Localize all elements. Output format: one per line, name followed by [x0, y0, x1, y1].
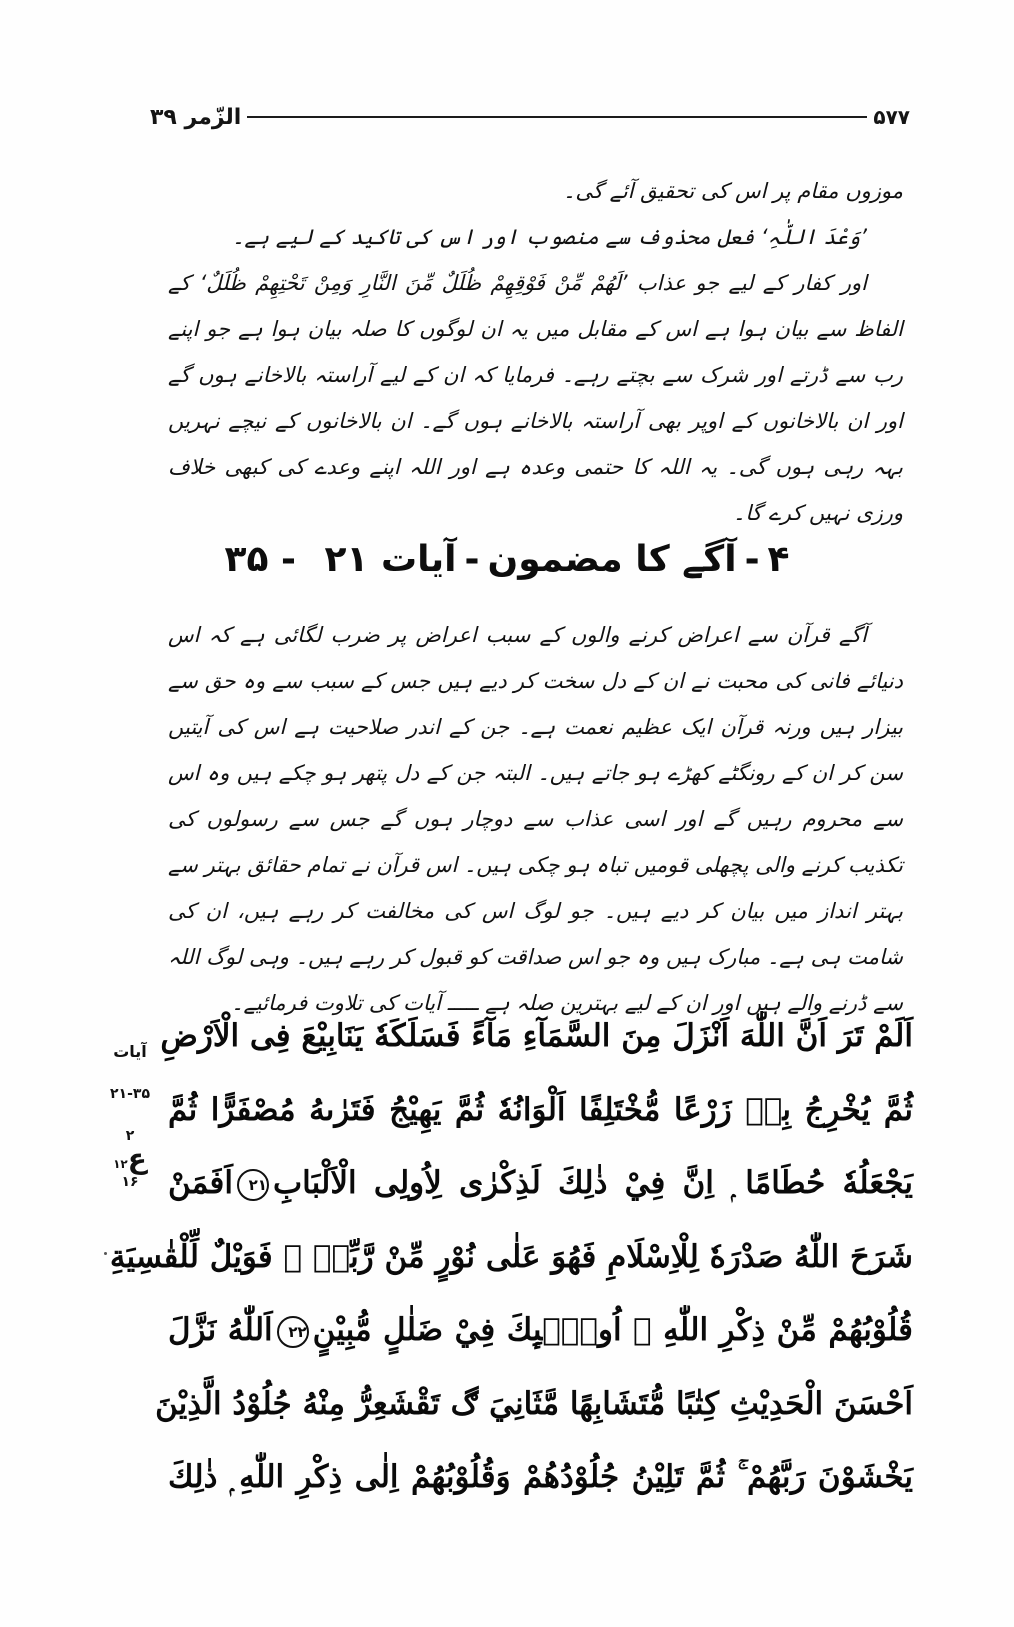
section-range: ۲۱ - ۳۵ — [224, 539, 369, 580]
surah-label: الزّمر ۳۹ — [150, 104, 242, 130]
verse-line: اَلَمْ تَرَ اَنَّ اللّٰهَ اَنْزَلَ مِنَ السَّمَآءِ مَآءً فَسَلَكَهٗ يَنَابِيْعَ فِى الْاَرْضِ — [160, 1018, 913, 1054]
running-header — [150, 100, 910, 134]
section-separator: - — [744, 539, 760, 580]
commentary-section — [168, 612, 903, 1026]
ayah-number-icon: ۲۲ — [277, 1316, 309, 1348]
verse-line: اَحْسَنَ الْحَدِيْثِ كِتٰبًا مُّتَشَابِهًا مَّثَانِيَ ڰ تَقْشَعِرُّ مِنْهُ جُلُوْدُ الَّذِيْنَ — [155, 1385, 913, 1422]
verse-text: قُلُوْبُهُمْ مِّنْ ذِكْرِ اللّٰهِ ۭ اُولٰۗىِٕكَ فِيْ ضَلٰلٍ مُّبِيْنٍ — [312, 1312, 913, 1348]
commentary-line: موزوں مقام پر اس کی تحقیق آئے گی۔ — [563, 179, 903, 203]
ayah-number-icon: ۲۱ — [237, 1169, 269, 1201]
ruku-marker — [100, 1128, 160, 1190]
verse-line: يَخْشَوْنَ رَبَّهُمْ ۚ ثُمَّ تَلِيْنُ جُلُوْدُهُمْ وَقُلُوْبُهُمْ اِلٰى ذِكْرِ اللّٰهِ ۭ ذٰلِكَ — [168, 1459, 913, 1495]
ruku-verse-count: ۱۶ — [121, 1174, 139, 1190]
section-number: ۴ — [767, 539, 790, 580]
commentary-line: ’وَعْدَ اللّٰہِ‘ فعل محذوف سے منصوب اور اس کی تاکید کے لیے ہے۔ — [232, 225, 867, 249]
verse-line: ثُمَّ يُخْرِجُ بِهٖ زَرْعًا مُّخْتَلِفًا اَلْوَانُهٗ ثُمَّ يَهِيْجُ فَتَرٰىهُ مُصْفَرًّا ثُمَّ — [168, 1091, 913, 1128]
verse-text: اَفَمَنْ — [168, 1165, 233, 1201]
section-heading — [0, 530, 1014, 590]
page-number: ۵۷۷ — [873, 105, 910, 129]
margin-ayat-range: ۲۱-۳۵ — [110, 1086, 150, 1102]
verse-line — [168, 1147, 913, 1221]
verse-line — [168, 1294, 913, 1368]
scan-speck — [104, 1252, 107, 1255]
section-separator: - — [464, 539, 480, 580]
ruku-icon: ع — [127, 1142, 147, 1175]
ruku-section-number: ۱۲ — [113, 1156, 128, 1171]
header-rule — [247, 116, 867, 118]
commentary-paragraph: اور کفار کے لیے جو عذاب ’لَھُمْ مِّنْ فَوْقِھِمْ ظُلَلٌ مِّنَ النَّارِ وَمِنْ تَحْتِھِمْ ظُلَلٌ‘ کے الفاظ سے بیان ہوا ہے اس کے مقابل میں یہ ان لوگوں کا صلہ بیان ہوا ہے جو اپنے رب سے ڈرتے اور شرک سے بچتے رہے۔ فرمایا کہ ان کے لیے آراستہ بالاخانے ہوں گے اور ان بالاخانوں کے اوپر بھی آراستہ بالاخانے ہوں گے۔ ان بالاخانوں کے نیچے نہریں بہہ رہی ہوں گی۔ یہ اللہ کا حتمی وعدہ ہے اور اللہ اپنے وعدے کی کبھی خلاف ورزی نہیں کرے گا۔ — [168, 271, 903, 525]
margin-ayat-label: آیات — [113, 1042, 147, 1061]
commentary-top — [168, 168, 903, 536]
verse-text: يَجْعَلُهٗ حُطَامًا ۭ اِنَّ فِيْ ذٰلِكَ لَذِكْرٰى لِاُولِى الْاَلْبَابِ — [272, 1165, 913, 1201]
verse-line: شَرَحَ اللّٰهُ صَدْرَهٗ لِلْاِسْلَامِ فَهُوَ عَلٰى نُوْرٍ مِّنْ رَّبِّهٖ ۭ فَوَيْلٌ لِّلْقٰسِيَةِ — [109, 1238, 913, 1275]
section-title: آگے کا مضمون — [487, 539, 737, 580]
commentary-paragraph: آگے قرآن سے اعراض کرنے والوں کے سبب اعراض پر ضرب لگائی ہے کہ اس دنیائے فانی کی محبت نے ان کے دل سخت کر دیے ہیں جس کے سبب سے وہ حق سے بیزار ہیں ورنہ قرآن ایک عظیم نعمت ہے۔ جن کے اندر صلاحیت ہے اس کی آیتیں سن کر ان کے رونگٹے کھڑے ہو جاتے ہیں۔ البتہ جن کے دل پتھر ہو چکے ہیں وہ اس سے محروم رہیں گے اور اسی عذاب سے دوچار ہوں گے جس سے رسولوں کی تکذیب کرنے والی پچھلی قومیں تباہ ہو چکی ہیں۔ اس قرآن نے تمام حقائق بہتر سے بہتر انداز میں بیان کر دیے ہیں۔ جو لوگ اس کی مخالفت کر رہے ہیں، ان کی شامت ہی ہے۔ مبارک ہیں وہ جو اس صداقت کو قبول کر رہے ہیں۔ وہی لوگ اللہ سے ڈرنے والے ہیں اور ان کے لیے بہترین صلہ ہے ـــــ آیات کی تلاوت فرمائیے۔ — [168, 623, 903, 1015]
section-ayat-label: آیات — [380, 539, 457, 580]
ruku-number: ۲ — [125, 1128, 135, 1144]
verse-text: اَللّٰهُ نَزَّلَ — [168, 1312, 273, 1348]
